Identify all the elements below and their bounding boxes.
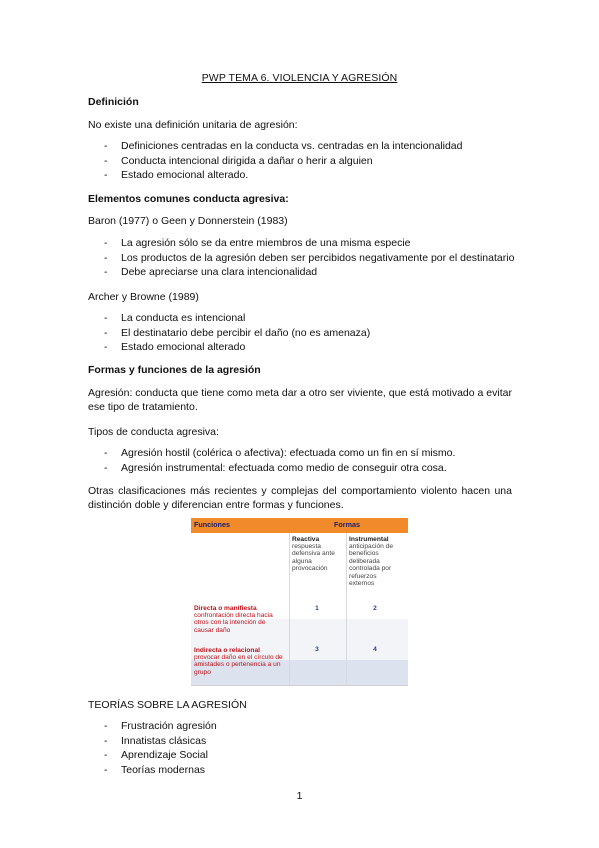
cell-4: 4 bbox=[373, 646, 377, 653]
tipos-list bbox=[104, 446, 455, 475]
col-instrumental-title: Instrumental bbox=[349, 536, 389, 543]
header-formas: Formas bbox=[334, 520, 360, 529]
heading-teorias: TEORÍAS SOBRE LA AGRESIÓN bbox=[88, 699, 247, 711]
tipos-intro: Tipos de conducta agresiva: bbox=[88, 426, 219, 438]
list-item: - Los productos de la agresión deben ser percibidos negativamente por el destinatario bbox=[104, 251, 514, 266]
heading-elementos: Elementos comunes conducta agresiva: bbox=[88, 193, 289, 205]
archer-author: Archer y Browne (1989) bbox=[88, 291, 199, 303]
list-item: - Aprendizaje Social bbox=[104, 748, 217, 763]
row-directa-title: Directa o manifiesta bbox=[194, 605, 257, 612]
col-reactiva-title: Reactiva bbox=[292, 536, 320, 543]
row-directa-desc: confrontación directa hacia otros con la intención de causar daño bbox=[194, 612, 273, 634]
cell-3: 3 bbox=[315, 646, 319, 653]
header-funciones: Funciones bbox=[194, 520, 230, 529]
agresion-definition: Agresión: conducta que tiene como meta dar a otro ser viviente, que está motivado a evitar ese tipo de tratamiento. bbox=[88, 387, 512, 413]
list-item: - La agresión sólo se da entre miembros de una misma especie bbox=[104, 236, 514, 251]
list-item: - Estado emocional alterado bbox=[104, 340, 370, 355]
col-instrumental-desc: anticipación de beneficios deliberada controlada por refuerzos externos bbox=[349, 543, 393, 588]
list-item: - Definiciones centradas en la conducta vs. centradas en la intencionalidad bbox=[104, 139, 462, 154]
column-divider bbox=[289, 533, 290, 685]
heading-definicion: Definición bbox=[88, 96, 139, 108]
list-item: - Debe apreciarse una clara intencionalidad bbox=[104, 265, 514, 280]
list-item: - Agresión hostil (colérica o afectiva): efectuada como un fin en sí mismo. bbox=[104, 446, 455, 461]
list-item: - Estado emocional alterado. bbox=[104, 168, 462, 183]
otras-clasificaciones: Otras clasificaciones más recientes y complejas del comportamiento violento hacen una distinción doble y diferencian entre formas y funciones. bbox=[88, 485, 512, 511]
page-number: 1 bbox=[296, 790, 303, 802]
col-reactiva-desc: respuesta defensiva ante alguna provocación bbox=[292, 543, 335, 573]
heading-formas: Formas y funciones de la agresión bbox=[88, 364, 261, 376]
list-item: - El destinatario debe percibir el daño (no es amenaza) bbox=[104, 326, 370, 341]
row-indirecta-desc: provocar daño en el círculo de amistades o pertenencia a un grupo bbox=[194, 654, 283, 676]
baron-author: Baron (1977) o Geen y Donnerstein (1983) bbox=[88, 215, 288, 227]
document-title: PWP TEMA 6. VIOLENCIA Y AGRESIÓN bbox=[201, 72, 398, 84]
definicion-list bbox=[104, 139, 462, 183]
row-indirecta-title: Indirecta o relacional bbox=[194, 647, 260, 654]
cell-1: 1 bbox=[315, 605, 319, 612]
archer-list bbox=[104, 311, 370, 355]
list-item: - Agresión instrumental: efectuada como medio de conseguir otra cosa. bbox=[104, 461, 455, 476]
list-item: - Teorías modernas bbox=[104, 763, 217, 778]
table-header bbox=[191, 518, 408, 533]
definicion-intro: No existe una definición unitaria de agresión: bbox=[88, 119, 298, 131]
list-item: - Conducta intencional dirigida a dañar o herir a alguien bbox=[104, 154, 462, 169]
baron-list bbox=[104, 236, 514, 280]
list-item: - La conducta es intencional bbox=[104, 311, 370, 326]
list-item: - Innatistas clásicas bbox=[104, 734, 217, 749]
formas-funciones-table bbox=[191, 518, 408, 686]
cell-2: 2 bbox=[373, 605, 377, 612]
teorias-list bbox=[104, 719, 217, 777]
column-divider bbox=[346, 533, 347, 685]
list-item: - Frustración agresión bbox=[104, 719, 217, 734]
